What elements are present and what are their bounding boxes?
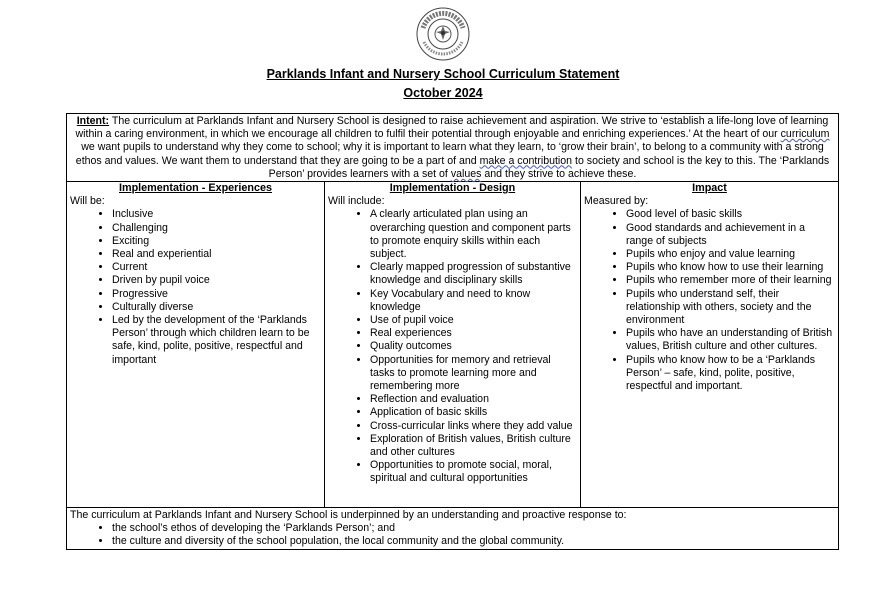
curriculum-table	[66, 113, 839, 550]
list-item: • Use of pupil voice	[370, 314, 577, 327]
list-item: • Real experiences	[370, 327, 577, 340]
list-item: • Quality outcomes	[370, 340, 577, 353]
design-list	[328, 208, 577, 485]
experiences-column	[67, 182, 325, 508]
list-item: • Pupils who understand self, their relationship with others, society and the environment	[626, 288, 835, 328]
column-intro: Measured by:	[584, 195, 649, 208]
list-item: • Exploration of British values, British culture and other cultures	[370, 433, 577, 459]
list-item: • A clearly articulated plan using an overarching question and component parts to promote enquiry skills within each subject.	[370, 208, 577, 261]
impact-column	[581, 182, 839, 508]
list-item: • Cross-curricular links where they add value	[370, 420, 577, 433]
list-item: • Opportunities for memory and retrieval tasks to promote learning more and remembering more	[370, 354, 577, 394]
list-item: • Current	[112, 261, 321, 274]
intent-text: to society and school is the key to this. The ‘Parklands Person’ provides learners with a set of	[268, 154, 830, 180]
list-item: • Real and experiential	[112, 248, 321, 261]
column-heading: Implementation - Experiences	[118, 182, 272, 195]
intent-text: we want pupils to understand why they come to school; why it is important to learn what they learn, to ‘grow their brain’, to belong to a community with a strong ethos and values. We want them to understand that they are going to be a part of and	[75, 141, 824, 167]
impact-list	[584, 208, 835, 393]
list-item: • Pupils who know how to be a ‘Parklands Person’ – safe, kind, polite, positive, respectful and important.	[626, 354, 835, 394]
list-item: • Progressive	[112, 288, 321, 301]
school-crest-icon	[415, 6, 471, 62]
list-item: • Pupils who know how to use their learning	[626, 261, 835, 274]
list-item: • Pupils who have an understanding of British values, British culture and other cultures.	[626, 327, 835, 353]
intent-label: Intent:	[76, 115, 110, 127]
list-item: • Key Vocabulary and need to know knowledge	[370, 288, 577, 314]
list-item: • Good level of basic skills	[626, 208, 835, 221]
column-intro: Will include:	[328, 195, 385, 208]
list-item: • Application of basic skills	[370, 406, 577, 419]
list-item: • Reflection and evaluation	[370, 393, 577, 406]
list-item: • Pupils who enjoy and value learning	[626, 248, 835, 261]
list-item: • Exciting	[112, 235, 321, 248]
list-item: • the culture and diversity of the school population, the local community and the global community.	[112, 535, 835, 548]
intent-text: The curriculum at Parklands Infant and Nursery School is designed to raise achievement and aspiration. We strive to ‘establish a life-long love of learning within a caring environment, in which we encourage all children to fulfil their potential through enjoyable and enriching experiences.’ At the heart of our	[75, 115, 829, 141]
list-item: • Driven by pupil voice	[112, 274, 321, 287]
intent-text: values	[450, 167, 482, 180]
document-date: October 2024	[403, 86, 483, 100]
list-item: • Pupils who remember more of their learning	[626, 274, 835, 287]
list-item: • Good standards and achievement in a range of subjects	[626, 222, 835, 248]
list-item: • Inclusive	[112, 208, 321, 221]
list-item: • Challenging	[112, 222, 321, 235]
intent-text: make a contribution	[479, 154, 573, 167]
document-title: Parklands Infant and Nursery School Curriculum Statement	[266, 67, 620, 81]
intent-text: and they strive to achieve these.	[481, 167, 637, 180]
column-heading: Implementation - Design	[389, 182, 516, 195]
experiences-list	[70, 208, 321, 366]
list-item: • Clearly mapped progression of substantive knowledge and disciplinary skills	[370, 261, 577, 287]
school-crest-logo	[415, 6, 471, 62]
column-intro: Will be:	[70, 195, 105, 208]
design-column	[325, 182, 581, 508]
footer-cell	[67, 508, 839, 550]
list-item: • the school’s ethos of developing the ‘Parklands Person’; and	[112, 522, 835, 535]
footer-text: The curriculum at Parklands Infant and Nursery School is underpinned by an understanding and proactive response to:	[70, 509, 627, 522]
intent-text: curriculum	[780, 128, 830, 141]
list-item: • Culturally diverse	[112, 301, 321, 314]
footer-list	[70, 522, 835, 548]
list-item: • Opportunities to promote social, moral, spiritual and cultural opportunities	[370, 459, 577, 485]
intent-cell	[67, 114, 839, 182]
list-item: • Led by the development of the ‘Parklands Person’ through which children learn to be safe, kind, polite, positive, respectful and important	[112, 314, 321, 367]
column-heading: Impact	[692, 182, 727, 195]
